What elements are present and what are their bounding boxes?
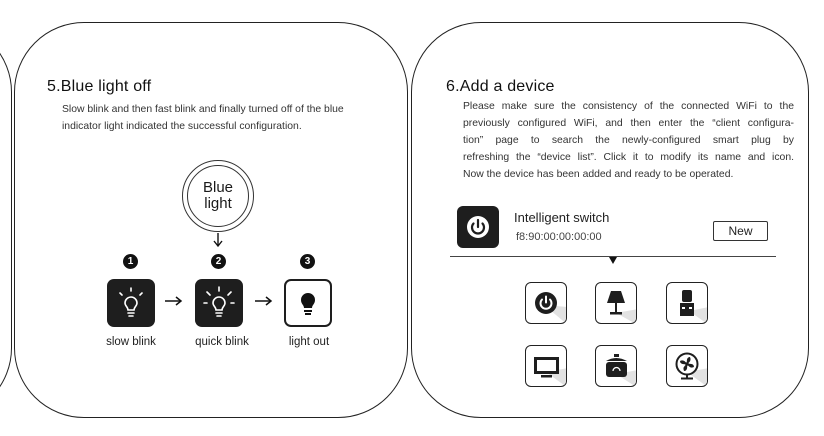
new-badge: New: [713, 221, 768, 241]
fan-icon[interactable]: [666, 345, 708, 387]
step-number-3: 3: [300, 254, 315, 269]
step6-description: [463, 98, 794, 183]
quick-blink-bulb-icon: [195, 279, 243, 327]
pointer-down-icon: [609, 257, 617, 264]
step6-description-line: previously configured WiFi, and then enter the “client configura-: [463, 118, 794, 129]
blue-light-line2: light: [204, 195, 232, 212]
previous-card-edge: [0, 22, 12, 418]
step6-title: 6.Add a device: [446, 78, 555, 95]
down-arrow-icon: [211, 232, 225, 253]
tv-icon[interactable]: [525, 345, 567, 387]
step6-description-line: Please make sure the consistency of the connected WiFi to the: [463, 101, 794, 112]
lamp-icon[interactable]: [595, 282, 637, 324]
step-number-1: 1: [123, 254, 138, 269]
power-icon[interactable]: [457, 206, 499, 248]
right-arrow-icon: [164, 295, 184, 310]
step5-title: 5.Blue light off: [47, 78, 152, 95]
slow-blink-bulb-icon: [107, 279, 155, 327]
right-arrow-icon: [254, 295, 274, 310]
rice-cooker-icon[interactable]: [595, 345, 637, 387]
step5-description: Slow blink and then fast blink and finally turned off of the blue indicator light indicated the successful configuration.: [62, 104, 344, 132]
blue-light-line1: Blue: [202, 179, 234, 196]
quick-blink-label: quick blink: [195, 336, 249, 348]
water-dispenser-icon[interactable]: [666, 282, 708, 324]
light-out-bulb-icon: [284, 279, 332, 327]
step6-description-line: refreshing the “device list”. Click it to modify its name and icon.: [463, 152, 794, 163]
step-number-2: 2: [211, 254, 226, 269]
light-out-label: light out: [288, 336, 330, 348]
step6-description-line: tion” page to search the newly-configured smart plug by: [463, 135, 794, 146]
step6-description-line: Now the device has been added and ready to be operated.: [463, 169, 734, 180]
slow-blink-label: slow blink: [106, 336, 156, 348]
blue-light-indicator: [182, 160, 254, 232]
device-name[interactable]: Intelligent switch: [514, 210, 610, 225]
power-icon[interactable]: [525, 282, 567, 324]
device-mac-address: f8:90:00:00:00:00: [516, 231, 602, 243]
